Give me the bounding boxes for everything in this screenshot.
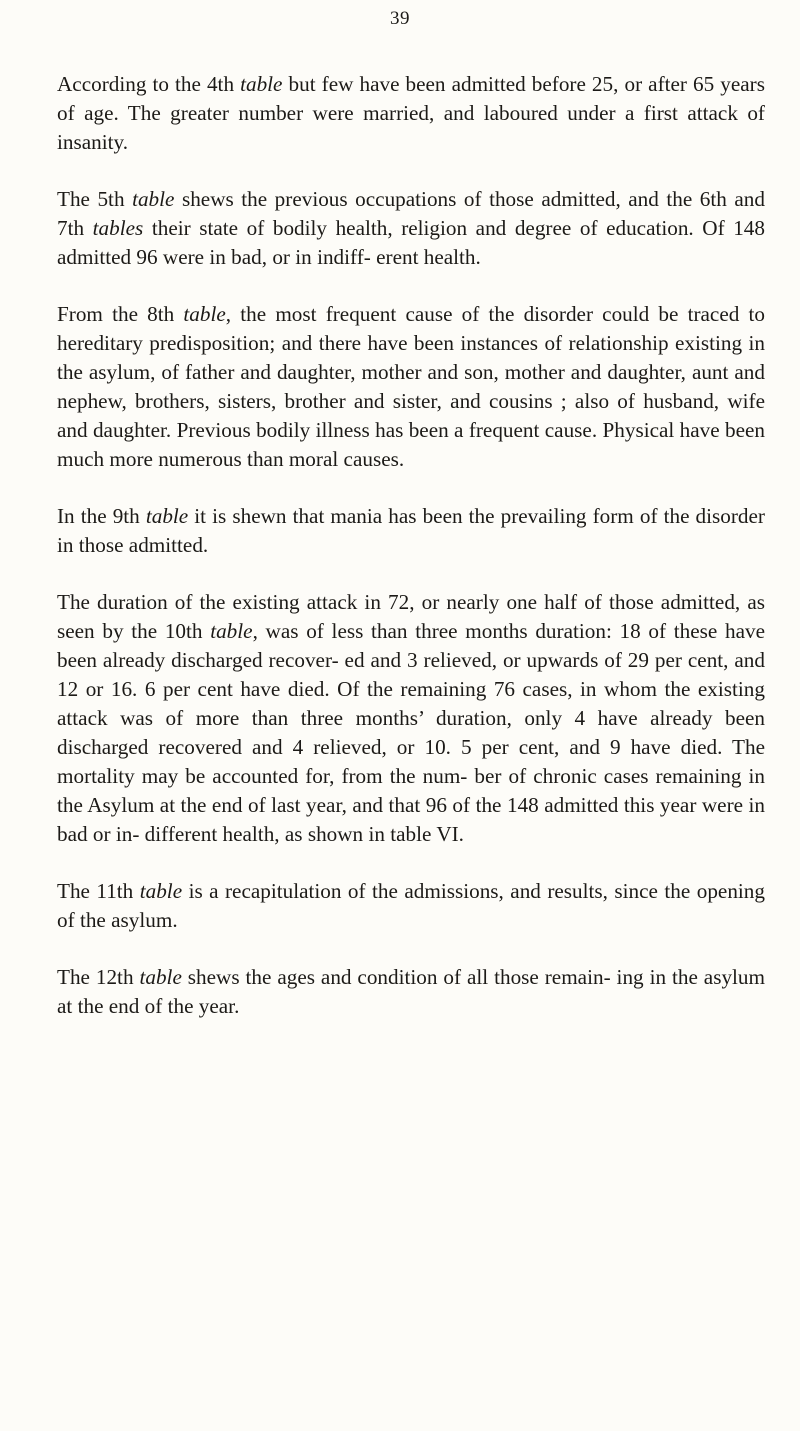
italic-text-run: table (139, 965, 182, 989)
text-run: their state of bodily health, religion and degree of education. Of 148 admitted 96 were in bad, or in indiff- erent health. (57, 216, 765, 269)
text-run: The 12th (57, 965, 140, 989)
text-run: it is shewn that mania has been the prevailing form of the disorder in those admitted. (57, 504, 765, 557)
italic-text-run: table (210, 619, 253, 643)
italic-text-run: table (240, 72, 283, 96)
text-run: , the most frequent cause of the disorder could be traced to hereditary predisposition; and there have been instances of relationship existing in the asylum, of father and daughter, mother and son, mother and daughter, aunt and nephew, brothers, sisters, brother and sister, and cousins ; also of husband, wife and daughter. Previous bodily illness has been a frequent cause. Physical have been much more numerous than moral causes. (57, 302, 765, 471)
paragraph-table-8 (57, 300, 765, 474)
text-run: The duration of the existing attack in 72, or nearly one half of those admitted, as seen by the 10th (57, 590, 765, 643)
paragraph-table-10 (57, 588, 765, 849)
paragraph-table-4 (57, 70, 765, 157)
text-run: The 5th (57, 187, 133, 211)
text-run: shews the previous occupations of those admitted, and the 6th and 7th (57, 187, 765, 240)
paragraph-table-9 (57, 502, 765, 560)
paragraph-table-12 (57, 963, 765, 1021)
italic-text-run: table (145, 504, 189, 528)
text-run: From the 8th (57, 302, 184, 326)
body-text (57, 70, 765, 1021)
text-run: but few have been admitted before 25, or after 65 years of age. The greater number were married, and laboured under a first attack of insanity. (57, 72, 765, 154)
text-run: In the 9th (57, 504, 146, 528)
text-run: is a recapitulation of the admissions, and results, since the opening of the asylum. (57, 879, 765, 932)
paragraph-table-11 (57, 877, 765, 935)
italic-text-run: table (183, 302, 226, 326)
italic-text-run: table (139, 879, 183, 903)
page-number: 39 (390, 8, 410, 29)
paragraph-tables-5-7 (57, 185, 765, 272)
text-run: shews the ages and condition of all those remain- ing in the asylum at the end of the year. (57, 965, 765, 1018)
text-run: According to the 4th (57, 72, 241, 96)
italic-text-run: tables (92, 216, 144, 240)
text-run: The 11th (57, 879, 140, 903)
text-run: , was of less than three months duration: 18 of these have been already discharged recover- ed and 3 relieved, or upwards of 29 per cent, and 12 or 16. 6 per cent have died. Of the remaining 76 cases, in whom the existing attack was of more than three months’ duration, only 4 have already been discharged recovered and 4 relieved, or 10. 5 per cent, and 9 have died. The mortality may be accounted for, from the num- ber of chronic cases remaining in the Asylum at the end of last year, and that 96 of the 148 admitted this year were in bad or in- different health, as shown in table VI. (57, 619, 765, 846)
italic-text-run: table (132, 187, 175, 211)
